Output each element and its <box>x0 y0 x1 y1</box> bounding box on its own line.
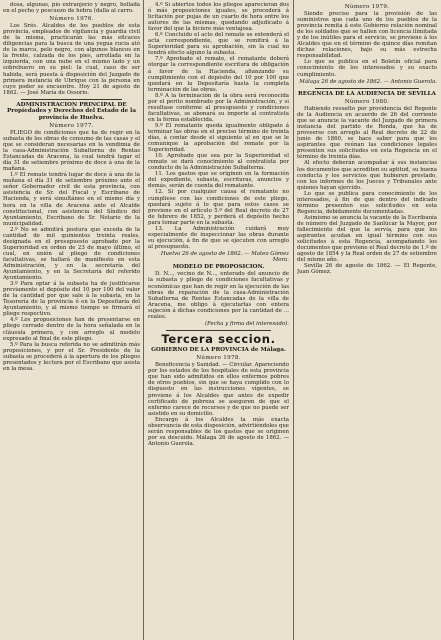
section-title: Tercera seccion. <box>161 331 276 346</box>
paragraph: 2.º No se admitirá postura que exceda de la cantidad de mil quinientos treinta reales, designada en el presupuesto aprobado por la Superioridad en orden de 23 de mayo último, el cual, en unión al pliego de condiciones facultativas, se hallará de manifiesto en esta Administración, y en la secretaría del Ayuntamiento, y en la Secretaría del referido Ayuntamiento. <box>3 226 140 282</box>
paragraph: Al efecto deberán acompañar á sus instancias los documentos que acrediten su aptitud, su buena conducta y los servicios que hubieren prestado, con los informes de los Jueces y Tribunales ante quienes hayan ejercido. <box>297 160 437 191</box>
paragraph: D. N..., vecino de N..., enterado del anuncio de la subasta y pliego de condiciones facultativas y económicas que han de regir en la ejecución de las obras de reparación de la casa-Administración Subalterna de Rentas Estancadas de la villa de Aracena, me obligo á ejecutarlas con entera sujeción á dichas condiciones por la cantidad de ... reales. <box>148 271 289 320</box>
paragraph: Sevilla 26 de agosto de 1862. — El Regente, Juan Gómez. <box>297 263 437 276</box>
paragraph: Asimismo se anuncia la vacante de la Escribanía de número del Juzgado de Sanlúcar la Mayor, por fallecimiento del que la servía, para que los aspirantes acudan en igual término con sus solicitudes á esta Regencia, acompañando los documentos que previene el Real decreto de 1.º de agosto de 1854 y la Real orden de 27 de setiembre del mismo año. <box>297 214 437 264</box>
paragraph: 7.º Aprobado el remate, el rematante deberá otorgar la correspondiente escritura de obligación á favor de la Hacienda, afianzando su cumplimiento con el depósito del 10 por 100 que quedará en la Depositaría hasta la completa terminación de las obras. <box>148 56 289 93</box>
paragraph: Siendo preciso para la provisión de las suministros que cada uno de los pueblos de la provincia remita á este Gobierno relación nominal de los soldados que se hallen con licencia ilimitada y de los inútiles para el servicio, se previene á los Alcaldes que en el término de quince días remitan dichas relaciones, bajo su más estrecha responsabilidad. <box>297 11 437 60</box>
column-left <box>3 2 140 638</box>
paragraph: 4.º Si abiertos todos los pliegos aparecieran dos ó más proposiciones iguales, se procederá á licitación por pujas de un cuarto de hora entre los autores de las mismas, quedando adjudicado á favor del que la hiciere más ventajosa. <box>148 2 289 33</box>
column-divider-right <box>293 0 294 640</box>
section-heading: ADMINISTRACION PRINCIPAL DE Propiedades y Derechos del Estado de la provincia de Huelva. <box>6 101 137 121</box>
column-divider-left <box>143 0 144 640</box>
paragraph: 12. Si por cualquier causa el rematante no cumpliese con las condiciones de este pliego, quedará sujeto á lo que para estos casos se previene en el artículo 5.º del Real decreto de 27 de febrero de 1852, y perderá el depósito hecho para tomar parte en la subasta. <box>148 189 289 226</box>
column-middle <box>148 2 289 638</box>
section-number: Número 1978. <box>196 355 241 362</box>
paragraph: Lo que se publica para conocimiento de los interesados, á fin de que dentro del indicado término presenten sus solicitudes en esta Regencia, debidamente documentadas. <box>297 190 437 215</box>
divider <box>166 330 271 331</box>
signature-line: Huelva 26 de agosto de 1862. — Mateo Gómez Mora. <box>160 250 289 263</box>
paragraph: Lo que se publica en el Boletín oficial para conocimiento de los interesados y su exacto cumplimiento. <box>297 59 437 78</box>
paragraph: 11. Los gastos que se originen en la formación del expediente, subasta, escrituras, anuncios y demás, serán de cuenta del rematante. <box>148 171 289 190</box>
section-heading: MODELO DE PROPOSICION. <box>172 264 265 271</box>
section-number: Número 1980. <box>344 99 390 106</box>
paragraph: Beneficencia y Sanidad. — Circular. Apareciendo por los estados de los hospitales de esta provincia que han sido admitidos en ellos enfermos pobres de otros pueblos, sin que se haya cumplido con lo dispuesto en las instrucciones vigentes, se previene á los Alcaldes que antes de expedir certificado de pobreza se aseguren de que el enfermo carece de recursos y de que no puede ser asistido en su domicilio. <box>148 362 289 417</box>
signature-line: Málaga 26 de agosto de 1862. — Antonio Guerola. <box>299 78 437 85</box>
paragraph: PLIEGO de condiciones que ha de regir en la subasta de los obras de consumo de las casas y el que se consideran necesarias en la vendimia de la casa-Administración Subalterna de Rentas Estancadas de Aracena, la cual tendrá lugar el día 31 de setiembre próximo de doce á una de la mañana. <box>3 129 140 173</box>
paragraph: Los Srés. Alcaldes de los pueblos de esta provincia, empleados de vigilancia y guardia civil de la misma, practicarán las más eficaces diligencias para la busca de una yegua rucia ató de la marca, pelo negro, con algunos blancos en la frente, calzada de los pies, arrollada en la izquierda, con una nube en el mismo lado y un sobrebuero en su piel: la cual, caso de ser habida, será puesta á disposición del Juzgado de primera instancia de Ubrique con la persona en cuyo poder se encuentre. Hoy 21 de agosto de 1862. — José María de Ossorio. <box>3 23 140 96</box>
section-number: Número 1977. <box>49 122 94 129</box>
divider <box>21 99 122 100</box>
paragraph: 5.º Para la busca referida no se admitirán más proposiciones, y por el Sr. Presidente de la subasta se procederá á la apertura de los pliegos presentados y lectura por el Escribano que asista en la mesa. <box>3 341 140 372</box>
column-right <box>297 2 437 638</box>
paragraph: Habiendo resuelto por providencia del Regente de la Audiencia en acuerdo de 26 del corriente que se anuncie la vacante del Juzgado de primera instancia del partido de Ronda, que ha de proveerse con arreglo al Real decreto de 22 de junio de 1860, se hace saber para que los aspirantes que reúnan las condiciones legales presenten sus solicitudes en esta Regencia en el término de treinta días. <box>297 106 437 161</box>
paragraph: 9.º El rematante queda igualmente obligado á terminar las obras en el preciso término de treinta días, á contar desde el siguiente al en que se le comunique la aprobación del remate por la Superioridad. <box>148 122 289 154</box>
signature-line: (Fecha y firma del interesado). <box>204 320 289 327</box>
paragraph: 3.º Para optar á la subasta ha de justificarse previamente el depósito del 10 por 100 del valor de la cantidad por que sale á la subasta, en la Tesorería de la provincia ó en la Depositaría del Ayuntamiento, y al mismo tiempo se firmará el pliego respectivo. <box>3 281 140 318</box>
paragraph: 10. Aprobado que sea por la Superioridad el remate se dará conocimiento al contratista por conducto de la Administración Subalterna. <box>148 153 289 172</box>
section-number: Número 1979. <box>344 4 390 10</box>
section-number: Número 1976. <box>49 16 94 23</box>
paragraph: Encargo á los Alcaldes la más exacta observancia de esta disposición, advirtiéndoles que serán responsables de los gastos que se originen por su descuido. Málaga 26 de agosto de 1862. — Antonio Guerola. <box>148 416 289 447</box>
paragraph: 8.º A la terminación de la obra será reconocida por el perito nombrado por la Administración, y si resultase conforme al presupuesto y condiciones facultativas, se abonará su importe al contratista en la forma establecida. <box>148 92 289 123</box>
paragraph: 6.º Concluido el acto del remate se extenderá el acta correspondiente, que se remitirá á la Superioridad para su aprobación, sin la cual no tendrá efecto alguno la subasta. <box>148 32 289 57</box>
section-heading: GOBIERNO DE LA PROVINCIA de Málaga. <box>151 346 286 353</box>
paragraph: 4.º Los proposiciones han de presentarse en pliego cerrado dentro de la hora señalada en la cláusula primera, y con arreglo al modelo expresado al final de este pliego. <box>3 317 140 342</box>
section-heading: REGENCIA DE LA AUDIENCIA DE SEVILLA <box>298 90 436 97</box>
paragraph: 13. La Administración cuidará muy especialmente de inspeccionar las obras durante su ejecución, á fin de que se ejecuten con arreglo al presupuesto. <box>148 225 289 250</box>
paragraph: dosa, algunas, pío extranjerío y negro, hollada en el pecho y pescuezo de hebra (dalla al carro. <box>3 2 140 15</box>
divider <box>315 88 419 89</box>
paragraph: 1.º El remate tendrá lugar de doce á una de la mañana el día 31 de setiembre próximo ante el señor Gobernador civil de esta provincia, con asistencia de Sr. del Fiscal y Escribano de Hacienda, y será simultáneo en el mismo día y hora en la villa de Aracena ante el Alcalde constitucional, con asistencia del Síndico del Ayuntamiento, Escribano de Sr. Notario de la municipalidad. <box>3 172 140 227</box>
